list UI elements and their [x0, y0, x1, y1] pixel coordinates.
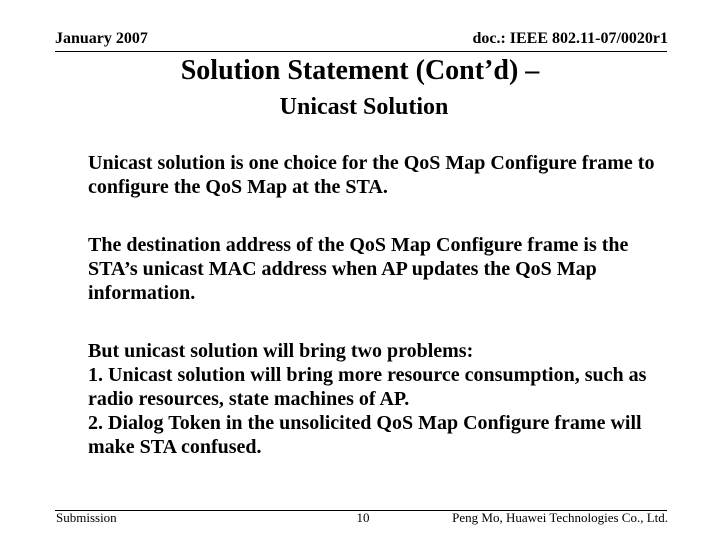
- slide-subtitle: Unicast Solution: [279, 94, 449, 120]
- footer-page-number: 10: [356, 510, 370, 525]
- footer-author: Peng Mo, Huawei Technologies Co., Ltd.: [452, 510, 668, 525]
- body-paragraph-2: The destination address of the QoS Map Configure frame is the STA’s unicast MAC address when AP updates the QoS Map information.: [88, 234, 629, 304]
- header-date: January 2007: [55, 30, 148, 47]
- header-divider: [55, 51, 667, 52]
- footer-submission: Submission: [56, 510, 117, 525]
- header-doc-id: doc.: IEEE 802.11-07/0020r1: [472, 30, 668, 47]
- problems-intro: But unicast solution will bring two problems:: [88, 340, 474, 362]
- body-paragraph-1: Unicast solution is one choice for the QoS Map Configure frame to configure the QoS Map at the STA.: [88, 152, 655, 198]
- problem-item-1: 1. Unicast solution will bring more resource consumption, such as radio resources, state machines of AP.: [88, 364, 647, 410]
- body-paragraph-3: [88, 339, 678, 459]
- slide-title: Solution Statement (Cont’d) –: [180, 55, 540, 86]
- problem-item-2: 2. Dialog Token in the unsolicited QoS Map Configure frame will make STA confused.: [88, 412, 642, 458]
